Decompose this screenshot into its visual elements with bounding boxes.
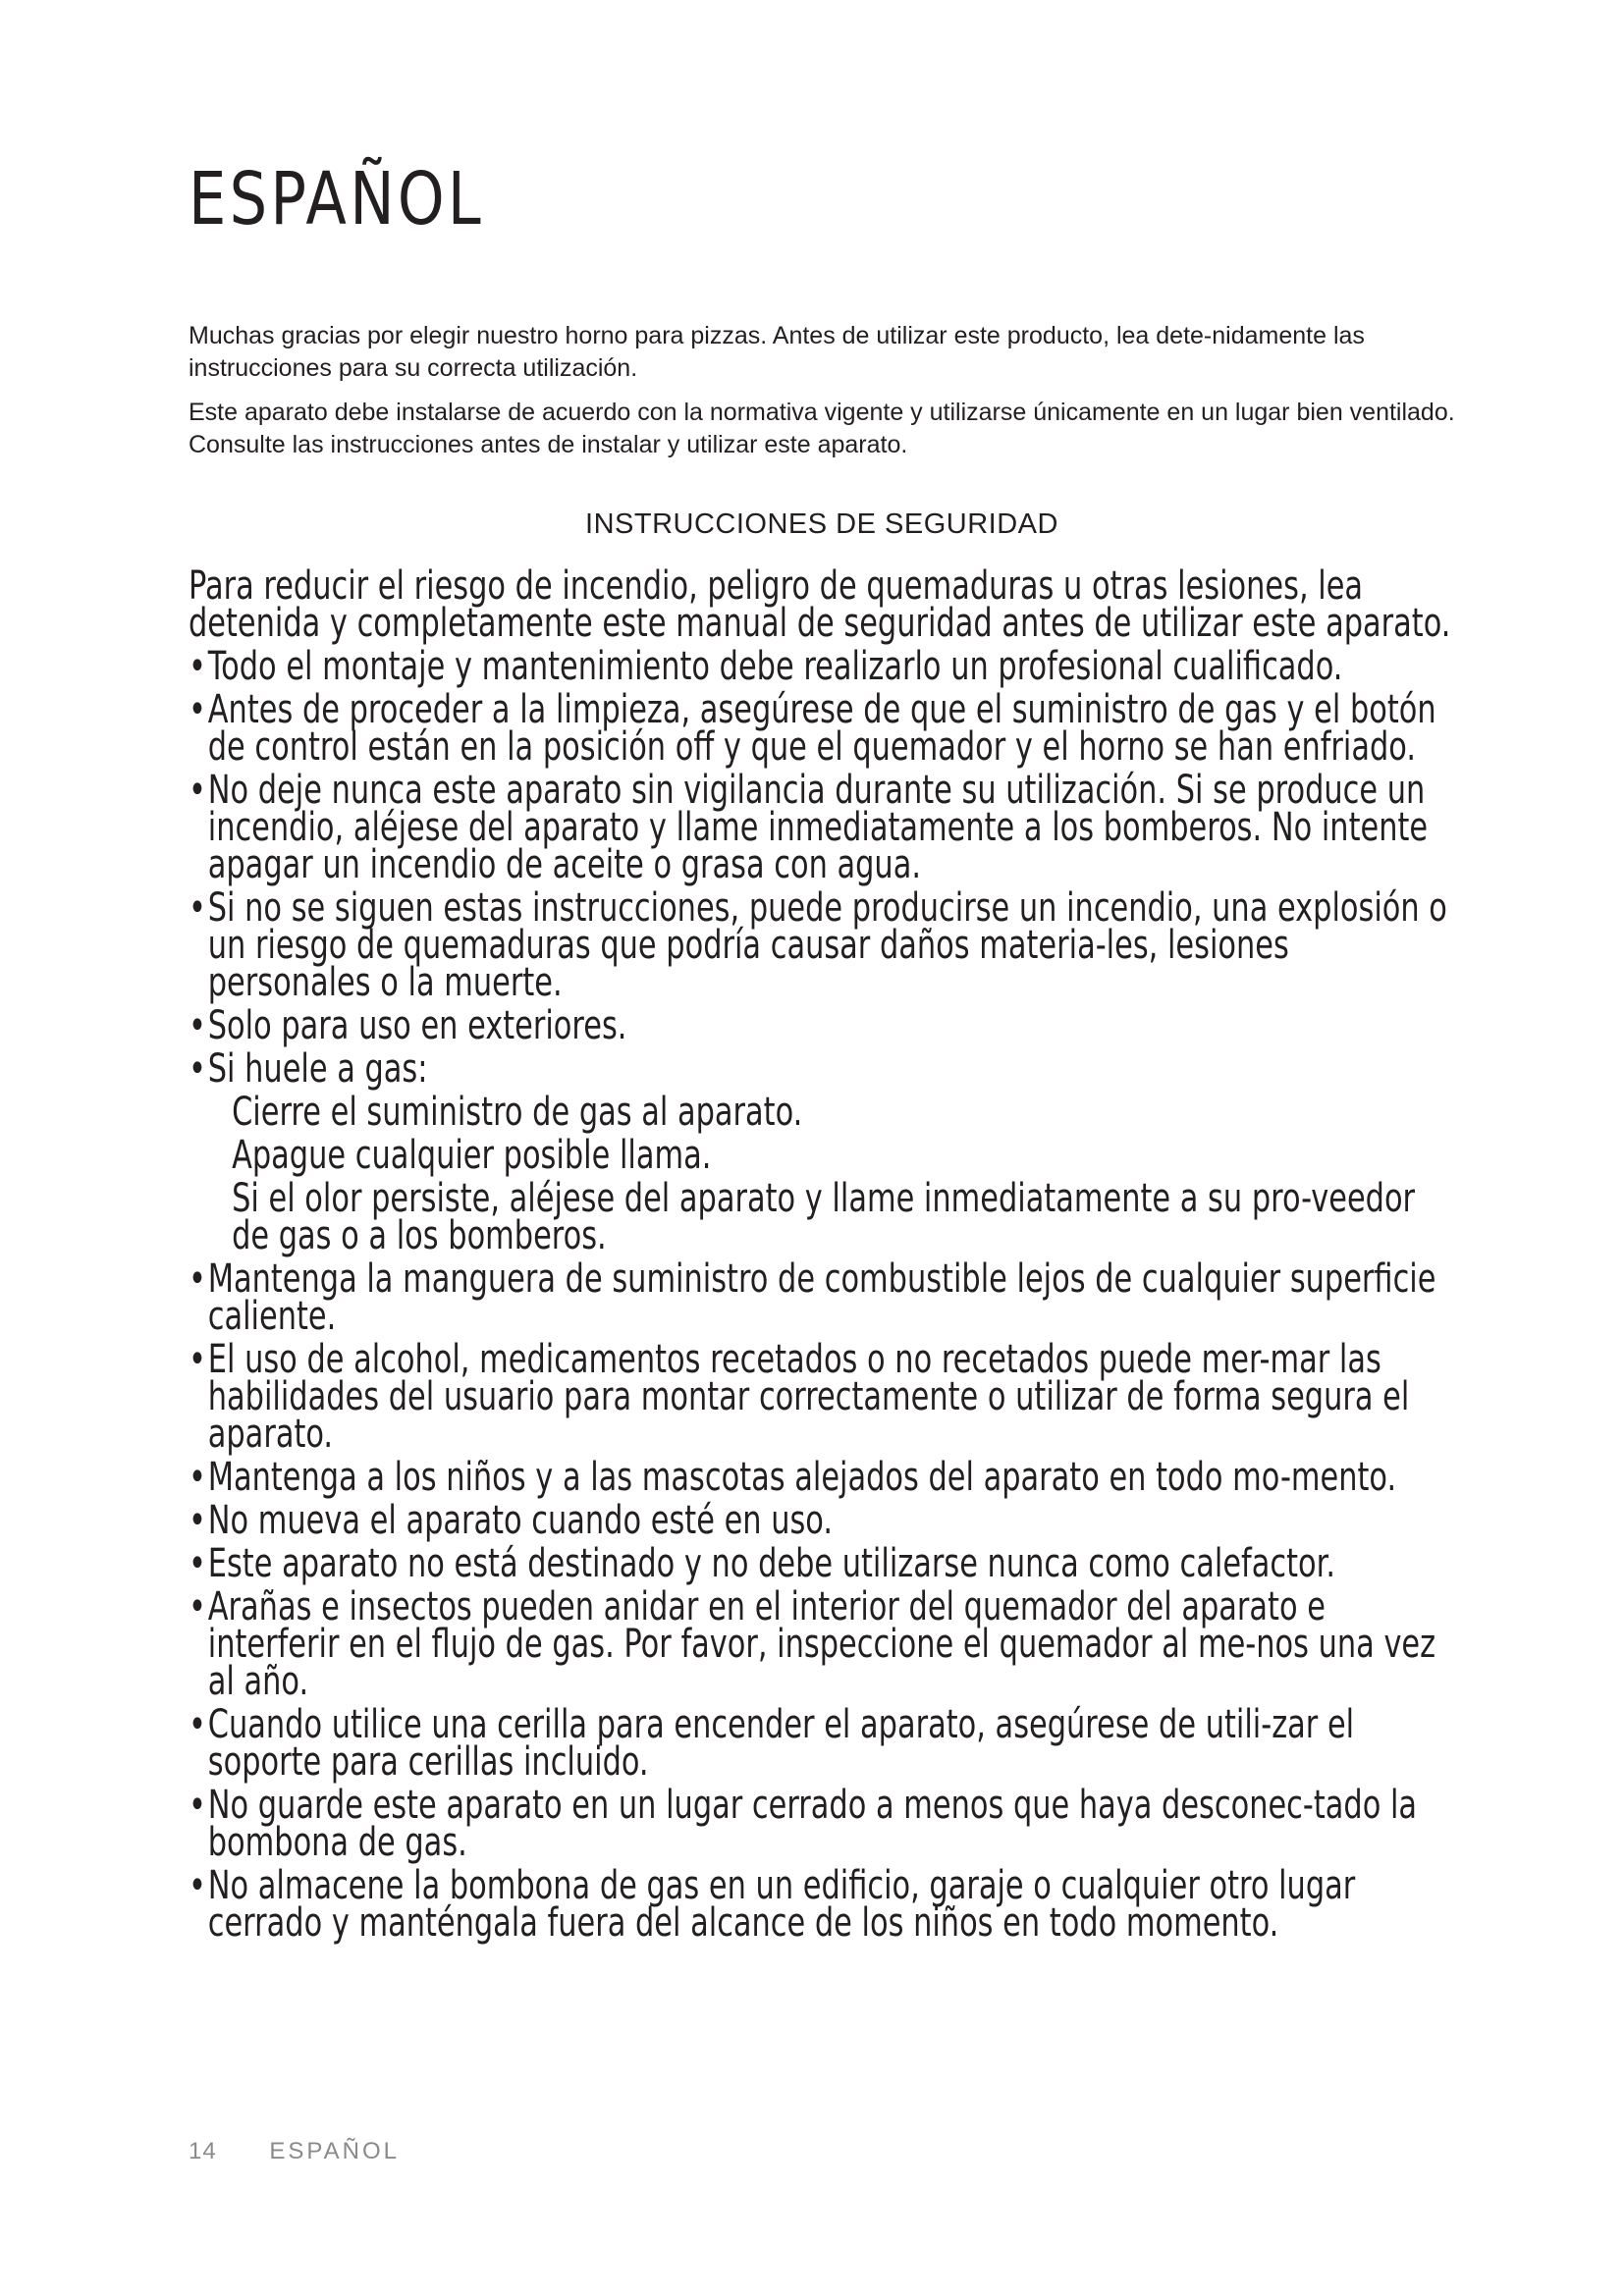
- safety-item: • Cuando utilice una cerilla para encender el aparato, asegúrese de utili-zar el soporte para cerillas incluido.: [189, 1706, 1457, 1781]
- safety-item: • No mueva el aparato cuando esté en uso.: [189, 1502, 1457, 1539]
- safety-item: • Mantenga la manguera de suministro de combustible lejos de cualquier superficie caliente.: [189, 1260, 1457, 1335]
- safety-item: • Si no se siguen estas instrucciones, puede producirse un incendio, una explosión o un riesgo de quemaduras que podría causar daños materia-les, lesiones personales o la muerte.: [189, 889, 1457, 1001]
- safety-heading: INSTRUCCIONES DE SEGURIDAD: [585, 508, 1058, 540]
- intro-paragraph: Muchas gracias por elegir nuestro horno para pizzas. Antes de utilizar este producto, lea dete-nidamente las instrucciones para su correcta utilización.: [189, 322, 1365, 382]
- safety-item: • No guarde este aparato en un lugar cerrado a menos que haya desconec-tado la bombona de gas.: [189, 1787, 1457, 1861]
- safety-instructions: [189, 563, 1457, 1946]
- page-number: 14: [189, 2138, 217, 2164]
- safety-item: • Mantenga a los niños y a las mascotas alejados del aparato en todo mo-mento.: [189, 1459, 1457, 1496]
- gas-steps-list: [189, 1090, 1457, 1258]
- safety-lead: Para reducir el riesgo de incendio, peligro de quemaduras u otras lesiones, lea detenida y completamente este manual de seguridad antes de utilizar este aparato.: [189, 563, 1451, 646]
- safety-item: • Este aparato no está destinado y no debe utilizarse nunca como calefactor.: [189, 1545, 1457, 1582]
- safety-item: • Antes de proceder a la limpieza, asegúrese de que el suministro de gas y el botón de control están en la posición off y que el quemador y el horno se han enfriado.: [189, 691, 1457, 766]
- gas-step: Cierre el suministro de gas al aparato.: [232, 1090, 803, 1135]
- intro-paragraph: Este aparato debe instalarse de acuerdo con la normativa vigente y utilizarse únicamente en un lugar bien ventilado. Consulte las instrucciones antes de instalar y utilizar este aparato.: [189, 399, 1455, 458]
- gas-step: Apague cualquier posible llama.: [232, 1133, 712, 1178]
- safety-item: • No almacene la bombona de gas en un edificio, garaje o cualquier otro lugar cerrado y manténgala fuera del alcance de los niños en todo momento.: [189, 1867, 1457, 1942]
- page-title: ESPAÑOL: [189, 157, 485, 241]
- safety-list-continued: [189, 1256, 1457, 1946]
- safety-item: • No deje nunca este aparato sin vigilancia durante su utilización. Si se produce un incendio, aléjese del aparato y llame inmediatamente a los bomberos. No intente apagar un incendio de aceite o grasa con agua.: [189, 772, 1457, 883]
- safety-item: • Si huele a gas:: [189, 1050, 1457, 1088]
- safety-list: [189, 644, 1457, 1092]
- safety-item: • Todo el montaje y mantenimiento debe realizarlo un profesional cualificado.: [189, 648, 1457, 685]
- safety-item: • Arañas e insectos pueden anidar en el interior del quemador del aparato e interferir en el flujo de gas. Por favor, inspeccione el quemador al me-nos una vez al año.: [189, 1588, 1457, 1700]
- intro-section: [189, 320, 1455, 473]
- footer-section-label: ESPAÑOL: [269, 2138, 400, 2164]
- safety-item: • El uso de alcohol, medicamentos recetados o no recetados puede mer-mar las habilidades del usuario para montar correctamente o utilizar de forma segura el aparato.: [189, 1341, 1457, 1453]
- safety-item: • Solo para uso en exteriores.: [189, 1007, 1457, 1044]
- page-footer: [189, 2138, 400, 2165]
- gas-step: Si el olor persiste, aléjese del aparato y llame inmediatamente a su pro-veedor de gas o a los bomberos.: [232, 1176, 1416, 1258]
